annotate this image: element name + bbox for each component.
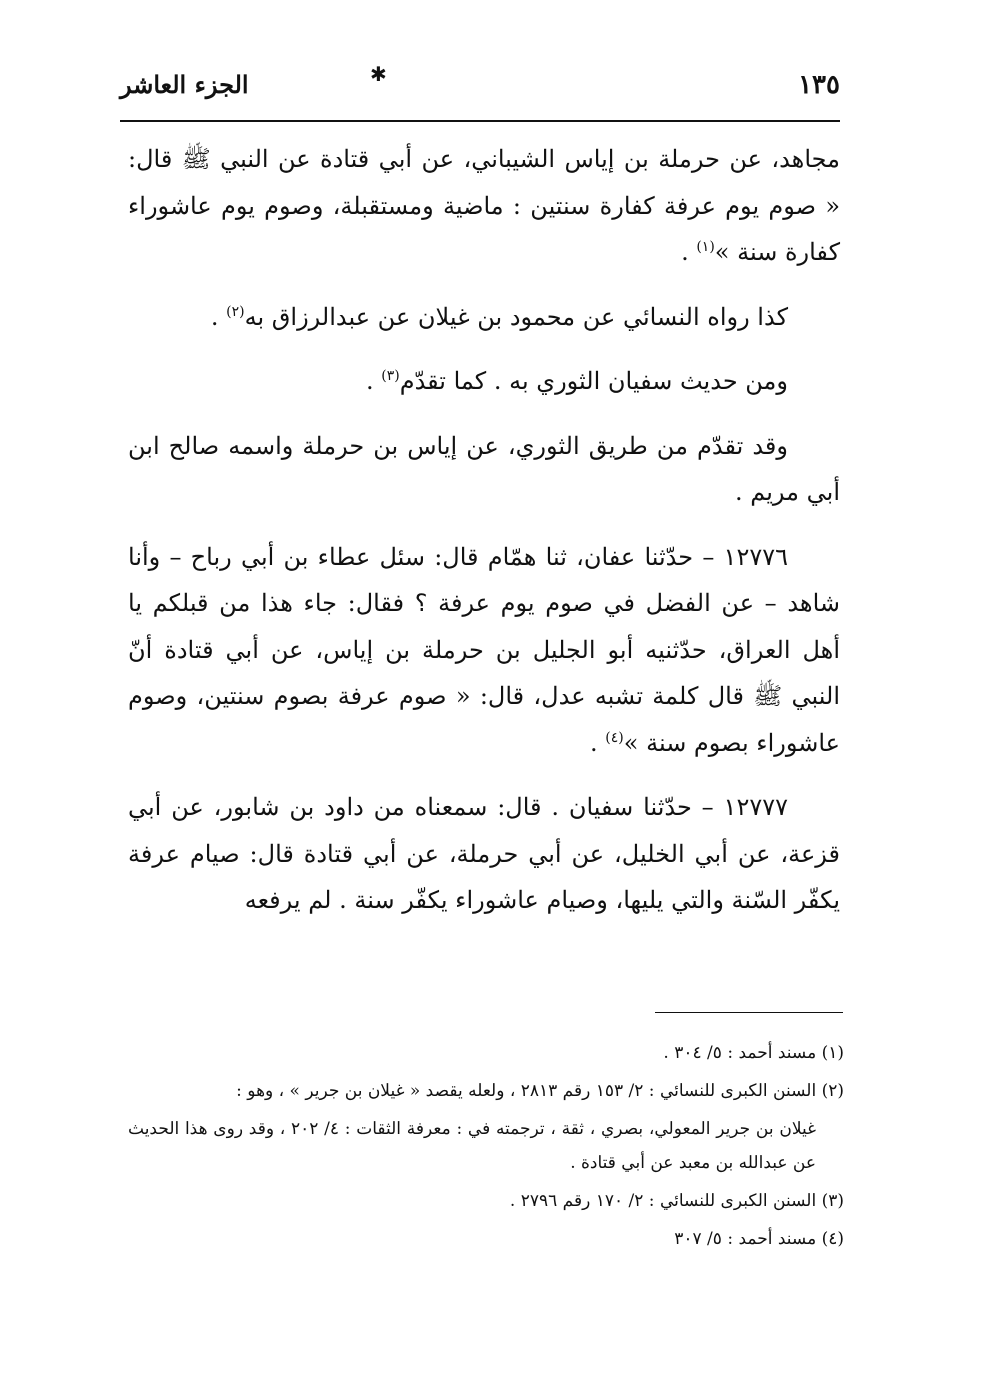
running-header	[120, 62, 840, 114]
page-number: ١٣٥	[798, 70, 840, 100]
footnote-ref-1: (١)	[696, 239, 715, 255]
paragraph-1: مجاهد، عن حرملة بن إياس الشيباني، عن أبي قتادة عن النبي ﷺ قال: « صوم يوم عرفة كفارة سنتين : ماضية ومستقبلة، وصوم يوم عاشوراء كفارة سنة »$^{(١)}$ .	[128, 145, 840, 266]
footnote-ref-2: (٢)	[226, 303, 245, 320]
footnote-2-continuation: غيلان بن جرير المعولي، بصري ، ثقة ، ترجمته في : معرفة الثقات : ٤/ ٢٠٢ ، وقد روى هذا الحديث عن عبدالله بن معبد عن أبي قتادة .	[128, 1119, 816, 1173]
paragraph-4: وقد تقدّم من طريق الثوري، عن إياس بن حرملة واسمه صالح ابن أبي مريم .	[128, 431, 840, 506]
paragraph-2: كذا رواه النسائي عن محمود بن غيلان عن عبدالرزاق به$^{(٢)}$ .	[210, 302, 788, 331]
footnote-4: (٤) مسند أحمد : ٥/ ٣٠٧	[674, 1229, 844, 1249]
header-divider	[120, 120, 840, 122]
footnotes	[128, 1036, 844, 1260]
volume-title: الجزء العاشر	[120, 70, 249, 99]
ornament-star-icon: ✱	[370, 62, 387, 86]
footnote-3: (٣) السنن الكبرى للنسائي : ٢/ ١٧٠ رقم ٢٧٩٦ .	[509, 1191, 844, 1211]
main-text	[128, 136, 840, 942]
footnote-divider	[655, 1012, 843, 1013]
hadith-12776: ١٢٧٧٦ – حدّثنا عفان، ثنا همّام قال: سئل عطاء بن أبي رباح – وأنا شاهد – عن الفضل في صوم يوم عرفة ؟ فقال: جاء هذا من قبلكم يا أهل العراق، حدّثنيه أبو الجليل بن حرملة بن إياس، عن أبي قتادة أنّ النبي ﷺ قال كلمة تشبه عدل، قال: « صوم عرفة بصوم سنتين، وصوم عاشوراء بصوم سنة »$^{(٤)}$ .	[128, 542, 840, 757]
footnote-1: (١) مسند أحمد : ٥/ ٣٠٤ .	[663, 1043, 844, 1063]
footnote-ref-4: (٤)	[605, 729, 624, 746]
hadith-12777: ١٢٧٧٧ – حدّثنا سفيان . قال: سمعناه من داود بن شابور، عن أبي قزعة، عن أبي الخليل، عن أبي حرملة، عن أبي قتادة قال: صيام عرفة يكفّر السّنة والتي يليها، وصيام عاشوراء يكفّر سنة . لم يرفعه	[128, 793, 840, 914]
footnote-2: (٢) السنن الكبرى للنسائي : ٢/ ١٥٣ رقم ٢٨١٣ ، ولعله يقصد « غيلان بن جرير » ، وهو :	[236, 1081, 844, 1101]
footnote-ref-3: (٣)	[381, 368, 400, 384]
paragraph-3: ومن حديث سفيان الثوري به . كما تقدّم$^{(٣)}$ .	[365, 367, 788, 395]
